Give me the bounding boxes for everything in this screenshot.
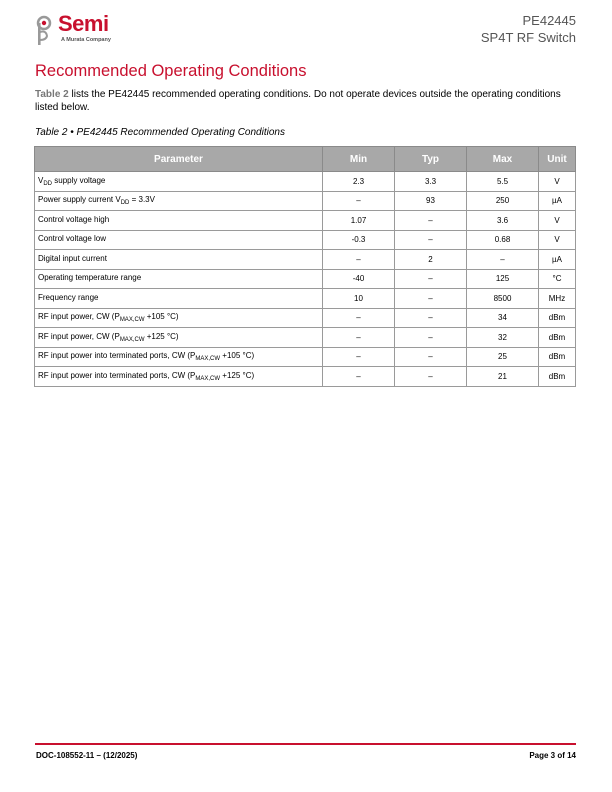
part-number: PE42445 [522, 13, 576, 28]
cell-unit: dBm [539, 308, 576, 328]
parameter-text: Control voltage high [38, 214, 110, 224]
cell-parameter [35, 308, 323, 328]
table-row [35, 289, 576, 309]
parameter-text: V [38, 175, 44, 185]
cell-unit: V [539, 211, 576, 231]
cell-typ: 2 [395, 250, 467, 270]
logo-wordmark: Semi [58, 11, 109, 36]
table-row [35, 191, 576, 211]
parameter-suffix: +125 °C) [220, 370, 255, 380]
table-row [35, 328, 576, 348]
cell-unit: MHz [539, 289, 576, 309]
table-row [35, 269, 576, 289]
parameter-subscript: MAX,CW [119, 336, 145, 343]
cell-min: – [323, 308, 395, 328]
cell-unit: µA [539, 191, 576, 211]
table-caption: Table 2 • PE42445 Recommended Operating Conditions [35, 127, 285, 138]
psemi-p-icon [36, 14, 54, 48]
header-parameter: Parameter [35, 147, 323, 172]
cell-typ: – [395, 230, 467, 250]
cell-max: 3.6 [467, 211, 539, 231]
parameter-suffix: supply voltage [52, 175, 106, 185]
cell-parameter [35, 289, 323, 309]
parameter-text: Power supply current V [38, 195, 121, 205]
cell-typ: – [395, 367, 467, 387]
cell-unit: V [539, 230, 576, 250]
intro-text: lists the PE42445 recommended operating conditions. Do not operate devices outside the operating conditions listed below. [35, 89, 561, 113]
cell-max: 5.5 [467, 172, 539, 192]
parameter-text: Digital input current [38, 253, 107, 263]
cell-parameter [35, 230, 323, 250]
cell-parameter [35, 328, 323, 348]
page-number: Page 3 of 14 [529, 751, 576, 760]
table-row [35, 308, 576, 328]
table-row [35, 172, 576, 192]
cell-parameter [35, 250, 323, 270]
header-max: Max [467, 147, 539, 172]
parameter-text: Operating temperature range [38, 273, 142, 283]
cell-min: – [323, 347, 395, 367]
cell-typ: – [395, 328, 467, 348]
cell-min: – [323, 367, 395, 387]
cell-parameter [35, 211, 323, 231]
header-unit: Unit [539, 147, 576, 172]
parameter-subscript: MAX,CW [195, 356, 221, 363]
cell-unit: dBm [539, 367, 576, 387]
parameter-subscript: MAX,CW [119, 317, 145, 324]
parameter-text: RF input power, CW (P [38, 331, 120, 341]
parameter-suffix: +125 °C) [144, 331, 179, 341]
header-typ: Typ [395, 147, 467, 172]
doc-number: DOC-108552-11 – (12/2025) [36, 751, 138, 760]
device-name: SP4T RF Switch [480, 30, 576, 45]
section-title: Recommended Operating Conditions [35, 62, 307, 80]
cell-parameter [35, 347, 323, 367]
cell-unit: dBm [539, 328, 576, 348]
cell-max: 32 [467, 328, 539, 348]
parameter-text: Control voltage low [38, 234, 107, 244]
table-row [35, 367, 576, 387]
cell-parameter [35, 367, 323, 387]
cell-typ: – [395, 347, 467, 367]
table-reference-link[interactable]: Table 2 [35, 89, 69, 100]
parameter-text: RF input power into terminated ports, CW (P [38, 351, 196, 361]
parameter-text: RF input power, CW (P [38, 312, 120, 322]
cell-unit: dBm [539, 347, 576, 367]
cell-min: 1.07 [323, 211, 395, 231]
cell-min: – [323, 250, 395, 270]
cell-min: – [323, 328, 395, 348]
cell-typ: – [395, 269, 467, 289]
cell-max: 34 [467, 308, 539, 328]
cell-max: 25 [467, 347, 539, 367]
cell-min: 10 [323, 289, 395, 309]
parameter-text: RF input power into terminated ports, CW (P [38, 370, 196, 380]
cell-max: 250 [467, 191, 539, 211]
cell-max: – [467, 250, 539, 270]
intro-paragraph [35, 88, 575, 114]
logo-tagline: A Murata Company [61, 37, 111, 43]
parameter-subscript: DD [43, 180, 53, 187]
table-row [35, 347, 576, 367]
cell-parameter [35, 191, 323, 211]
cell-min: -40 [323, 269, 395, 289]
cell-parameter [35, 172, 323, 192]
header-min: Min [323, 147, 395, 172]
cell-min: -0.3 [323, 230, 395, 250]
table-row [35, 250, 576, 270]
cell-typ: 3.3 [395, 172, 467, 192]
parameter-text: Frequency range [38, 292, 99, 302]
parameter-suffix: +105 °C) [144, 312, 179, 322]
cell-max: 125 [467, 269, 539, 289]
cell-max: 21 [467, 367, 539, 387]
cell-unit: V [539, 172, 576, 192]
parameter-subscript: MAX,CW [195, 375, 221, 382]
parameter-suffix: +105 °C) [220, 351, 255, 361]
psemi-logo [36, 11, 146, 50]
header-right [481, 12, 576, 46]
cell-unit: µA [539, 250, 576, 270]
cell-typ: 93 [395, 191, 467, 211]
cell-typ: – [395, 289, 467, 309]
cell-typ: – [395, 308, 467, 328]
table-row [35, 230, 576, 250]
cell-typ: – [395, 211, 467, 231]
cell-parameter [35, 269, 323, 289]
cell-min: – [323, 191, 395, 211]
table-row [35, 211, 576, 231]
parameter-suffix: = 3.3V [129, 195, 155, 205]
cell-max: 8500 [467, 289, 539, 309]
cell-unit: °C [539, 269, 576, 289]
table-body [35, 172, 576, 387]
cell-max: 0.68 [467, 230, 539, 250]
parameter-subscript: DD [120, 200, 130, 207]
operating-conditions-table [34, 146, 576, 387]
table-header-row [35, 147, 576, 172]
cell-min: 2.3 [323, 172, 395, 192]
footer-divider [35, 743, 576, 745]
